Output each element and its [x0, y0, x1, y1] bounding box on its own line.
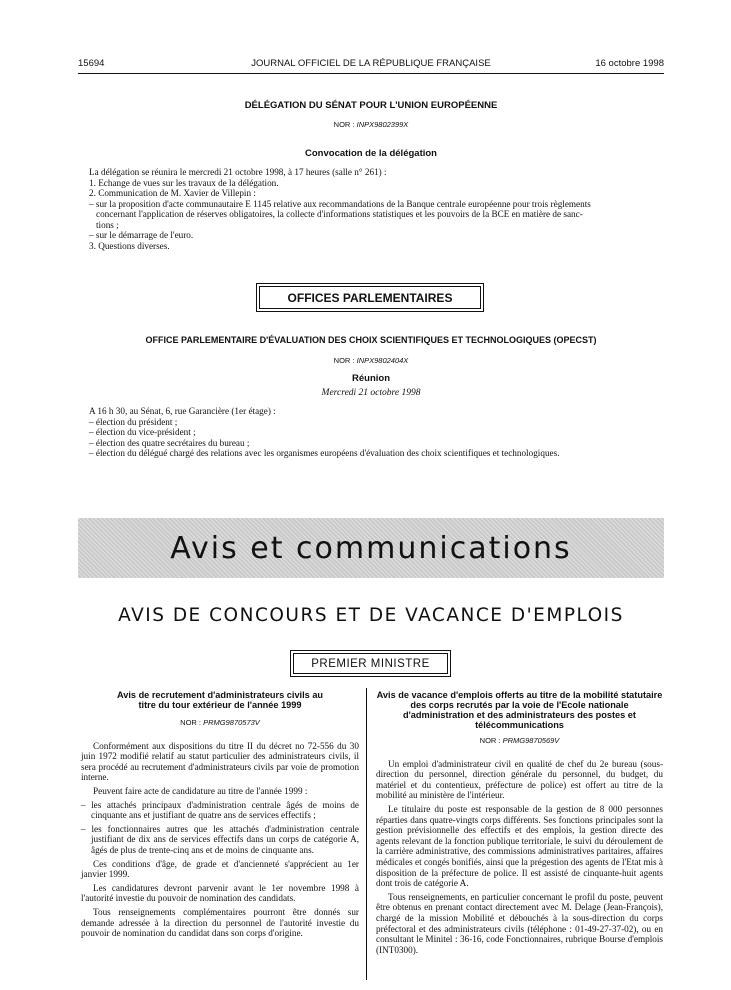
- paragraph: Tous renseignements complémentaires pourront être donnés sur demande adressée à la direction du personnel de l'autorité investie du pouvoir de nomination du candidat dans son corps d'origine.: [81, 906, 359, 939]
- delegation-body: [89, 167, 591, 251]
- list-item: – les fonctionnaires autres que les attachés d'administration centrale justifiant de dix ans de services effectifs dans un corps de catégorie A, âgés de plus de trente-cinq ans et de moins de cinquante ans.: [81, 823, 359, 855]
- right-column-title: Avis de vacance d'emplois offerts au titre de la mobilité statutaire des corps recrutés par la voie de l'Ecole nationale d'administration et des administrateurs des postes et télécommunications: [376, 690, 663, 730]
- left-column-nor: [81, 718, 359, 729]
- nor-label: NOR :: [333, 120, 355, 129]
- body-line: – élection des quatre secrétaires du bureau ;: [89, 437, 250, 448]
- nor-label: NOR :: [180, 718, 202, 727]
- offices-box-label: OFFICES PARLEMENTAIRES: [259, 286, 481, 309]
- body-line: A 16 h 30, au Sénat, 6, rue Garancière (1er étage) :: [89, 406, 276, 416]
- header-rule: [78, 73, 664, 74]
- nor-code: INPX9802404X: [356, 356, 409, 365]
- offices-box: [256, 283, 484, 312]
- nor-code: PRMG9870569V: [502, 736, 560, 745]
- section-banner: [78, 518, 664, 578]
- premier-ministre-label: PREMIER MINISTRE: [293, 653, 448, 674]
- premier-ministre-box: [290, 650, 451, 677]
- opecst-date: Mercredi 21 octobre 1998: [321, 388, 421, 398]
- body-line: – élection du président ;: [89, 416, 178, 427]
- paragraph: Un emploi d'administrateur civil en qualité de chef du 2e bureau (sous-direction du personnel, direction générale du personnel, du budget, du matériel et du contentieux, préfecture de police) est offert au titre de la mobilité au ministère de l'intérieur.: [376, 758, 663, 801]
- opecst-body: [89, 406, 560, 459]
- delegation-nor: [78, 120, 664, 129]
- paragraph: Le titulaire du poste est responsable de la gestion de 8 000 personnes réparties dans quatre-vingts corps différents. Ses fonctions principales sont la gestion prévisionnelle des effectifs et des emplois, la gestion directe des agents relevant de la fonction publique territoriale, le suivi du déroulement de la carrière administrative, des commissions administratives paritaires, affaires médicales et congés bonifiés, ainsi que la prégestion des agents de l'Etat mis à disposition de la préfecture de police. Il est assisté de cinquante-huit agents dont trois de catégorie A.: [376, 803, 663, 889]
- nor-label: NOR :: [479, 736, 501, 745]
- avis-title: AVIS DE CONCOURS ET DE VACANCE D'EMPLOIS: [118, 605, 624, 626]
- paragraph: Ces conditions d'âge, de grade et d'ancienneté s'apprécient au 1er janvier 1999.: [81, 858, 359, 880]
- page-number: 15694: [78, 58, 105, 69]
- paragraph: Peuvent faire acte de candidature au titre de l'année 1999 :: [93, 785, 308, 796]
- banner-text: Avis et communications: [170, 530, 572, 566]
- right-column-nor: [376, 736, 663, 747]
- body-line: – élection du délégué chargé des relations avec les organismes européens d'évaluation des choix scientifiques et technologiques.: [89, 448, 560, 458]
- nor-code: INPX9802399X: [356, 120, 409, 129]
- opecst-title: OFFICE PARLEMENTAIRE D'ÉVALUATION DES CHOIX SCIENTIFIQUES ET TECHNOLOGIQUES (OPECST): [145, 335, 597, 345]
- delegation-subtitle: Convocation de la délégation: [305, 148, 437, 159]
- body-line: tions ;: [96, 219, 119, 230]
- column-divider: [366, 688, 367, 980]
- paragraph: Les candidatures devront parvenir avant le 1er novembre 1998 à l'autorité investie du pouvoir de nomination des candidats.: [81, 882, 359, 904]
- body-line: concernant l'application de réserves obligatoires, la collecte d'informations statistiques et les pouvoirs de la BCE en matière de sanc-: [96, 209, 583, 219]
- journal-title: JOURNAL OFFICIEL DE LA RÉPUBLIQUE FRANÇAISE: [251, 58, 491, 69]
- body-line: 2. Communication de M. Xavier de Villepin :: [89, 188, 256, 198]
- opecst-subtitle: Réunion: [352, 373, 390, 384]
- body-line: – sur le démarrage de l'euro.: [89, 230, 194, 240]
- nor-label: NOR :: [333, 356, 355, 365]
- left-column: [81, 690, 359, 939]
- right-column: [376, 690, 663, 955]
- list-item: – les attachés principaux d'administration centrale âgés de moins de cinquante ans et justifiant de quatre ans de services effectifs ;: [81, 799, 359, 821]
- nor-code: PRMG9870573V: [203, 718, 260, 727]
- body-line: 3. Questions diverses.: [89, 240, 170, 251]
- body-line: – sur la proposition d'acte communautaire E 1145 relative aux recommandations de la Banque centrale européenne pour trois règlements: [89, 198, 591, 209]
- delegation-title: DÉLÉGATION DU SÉNAT POUR L'UNION EUROPÉENNE: [244, 100, 498, 111]
- paragraph: Conformément aux dispositions du titre II du décret no 72-556 du 30 juin 1972 modifié relatif au statut particulier des administrateurs civils, il sera procédé au recrutement d'administrateurs civils par voie de promotion interne.: [81, 740, 359, 783]
- paragraph: Tous renseignements, en particulier concernant le profil du poste, peuvent être obtenus en prenant contact directement avec M. Delage (Jean-François), chargé de la mission Mobilité et débouchés à la sous-direction du corps préfectoral et des administrateurs civils (téléphone : 01-49-27-37-02), ou en consultant le Minitel : 36-16, code Fonctionnaires, rubrique Bourse d'emplois (INT0300).: [376, 891, 663, 955]
- body-line: – élection du vice-président ;: [89, 427, 196, 437]
- opecst-nor: [78, 356, 664, 365]
- body-line: La délégation se réunira le mercredi 21 octobre 1998, à 17 heures (salle n° 261) :: [89, 167, 387, 177]
- issue-date: 16 octobre 1998: [595, 58, 664, 69]
- left-column-title: Avis de recrutement d'administrateurs civils au titre du tour extérieur de l'année 1999: [116, 690, 324, 710]
- page-header: [78, 58, 664, 72]
- body-line: 1. Echange de vues sur les travaux de la délégation.: [89, 177, 279, 188]
